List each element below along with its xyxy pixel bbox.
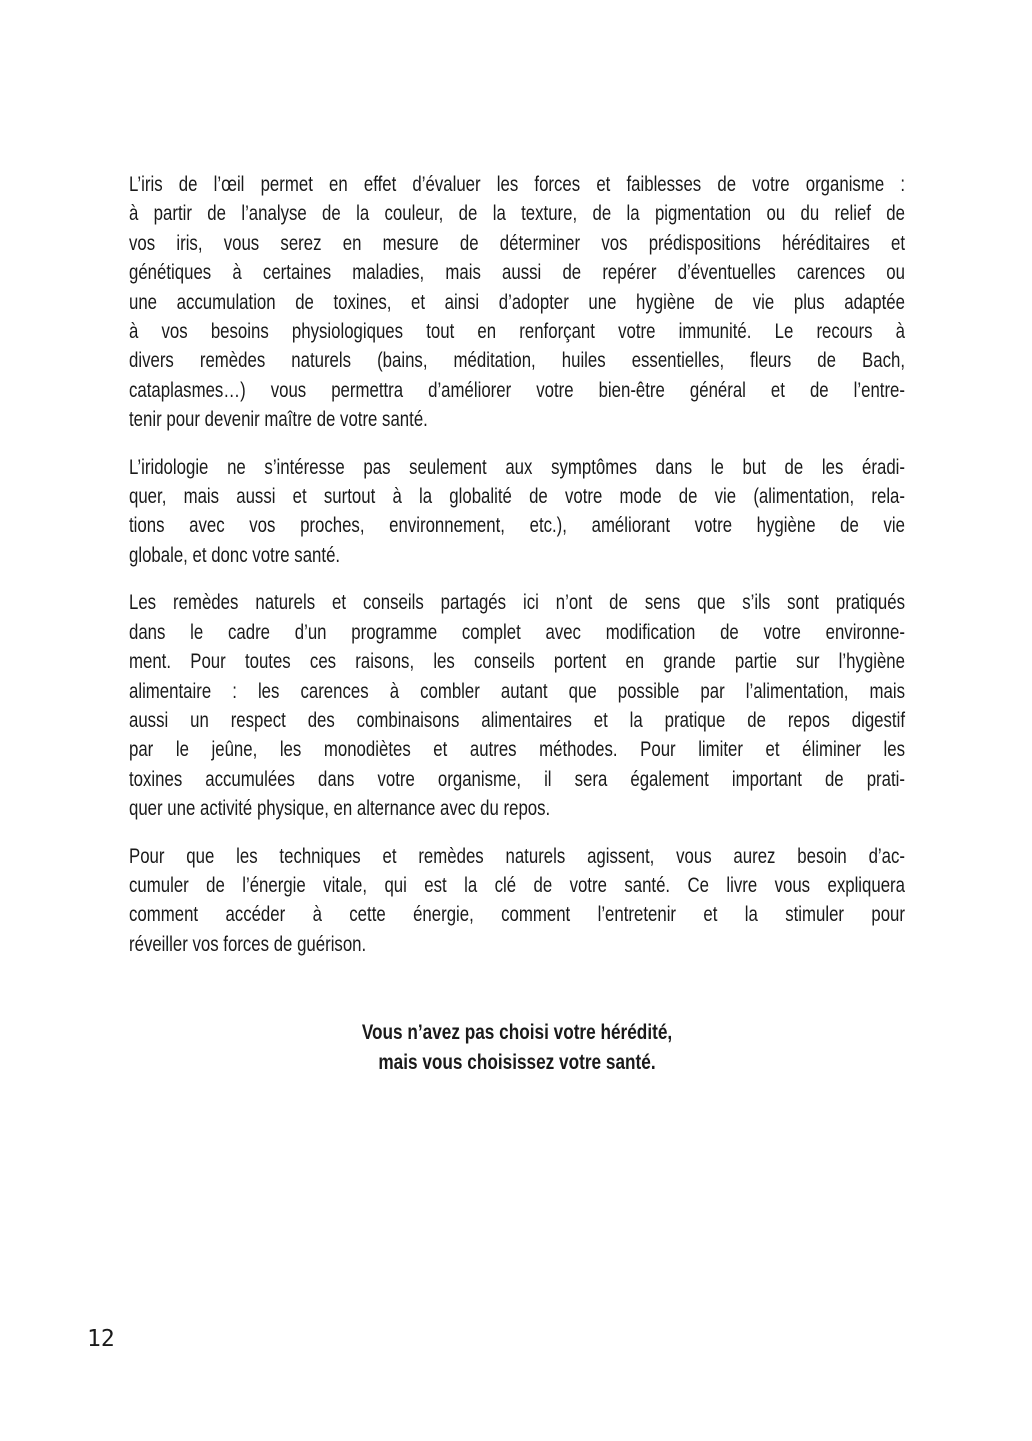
text-line: génétiques à certaines maladies, mais aussi de repérer d’éventuelles carences ou	[129, 261, 905, 285]
paragraph	[129, 588, 905, 823]
text-line: réveiller vos forces de guérison.	[129, 932, 367, 956]
text-line: L’iris de l’œil permet en effet d’évaluer les forces et faiblesses de votre organisme :	[129, 173, 905, 196]
paragraph	[129, 842, 905, 960]
text-line: divers remèdes naturels (bains, méditation, huiles essentielles, fleurs de Bach,	[129, 349, 905, 373]
text-line: toxines accumulées dans votre organisme, il sera également important de prati-	[129, 767, 905, 791]
text-line: par le jeûne, les monodiètes et autres méthodes. Pour limiter et éliminer les	[129, 738, 905, 762]
page-number: 12	[87, 1326, 115, 1352]
text-line: cataplasmes…) vous permettra d’améliorer votre bien-être général et de l’entre-	[129, 378, 905, 402]
paragraph	[129, 453, 905, 571]
text-line: comment accéder à cette énergie, comment l’entretenir et la stimuler pour	[129, 903, 905, 927]
text-line: aussi un respect des combinaisons alimentaires et la pratique de repos digestif	[129, 708, 905, 732]
pullquote-line: Vous n’avez pas choisi votre hérédité,	[361, 1020, 673, 1045]
text-line: à partir de l’analyse de la couleur, de la texture, de la pigmentation ou du relief de	[129, 202, 905, 226]
pullquote	[129, 1017, 905, 1077]
text-line: ment. Pour toutes ces raisons, les conseils portent en grande partie sur l’hygiène	[129, 650, 905, 674]
text-line: quer une activité physique, en alternance avec du repos.	[129, 797, 551, 821]
page-body	[129, 170, 905, 1077]
text-line: globale, et donc votre santé.	[129, 543, 341, 567]
body-paragraphs	[129, 170, 905, 959]
text-line: à vos besoins physiologiques tout en renforçant votre immunité. Le recours à	[129, 320, 905, 344]
text-line: tenir pour devenir maître de votre santé.	[129, 408, 428, 432]
text-line: tions avec vos proches, environnement, etc.), améliorant votre hygiène de vie	[129, 514, 905, 538]
text-line: Pour que les techniques et remèdes naturels agissent, vous aurez besoin d’ac-	[129, 844, 905, 868]
text-line: quer, mais aussi et surtout à la globalité de votre mode de vie (alimentation, rela-	[129, 485, 905, 509]
text-line: vos iris, vous serez en mesure de déterminer vos prédispositions héréditaires et	[129, 231, 905, 255]
text-line: Les remèdes naturels et conseils partagés ici n’ont de sens que s’ils sont pratiqués	[129, 591, 905, 615]
text-line: dans le cadre d’un programme complet avec modification de votre environne-	[129, 620, 905, 644]
text-line: une accumulation de toxines, et ainsi d’adopter une hygiène de vie plus adaptée	[129, 290, 905, 314]
text-line: alimentaire : les carences à combler autant que possible par l’alimentation, mais	[129, 679, 905, 703]
text-line: cumuler de l’énergie vitale, qui est la clé de votre santé. Ce livre vous expliquera	[129, 873, 905, 897]
pullquote-line: mais vous choisissez votre santé.	[378, 1050, 656, 1075]
paragraph	[129, 170, 905, 435]
text-line: L’iridologie ne s’intéresse pas seulement aux symptômes dans le but de les éradi-	[129, 455, 905, 479]
